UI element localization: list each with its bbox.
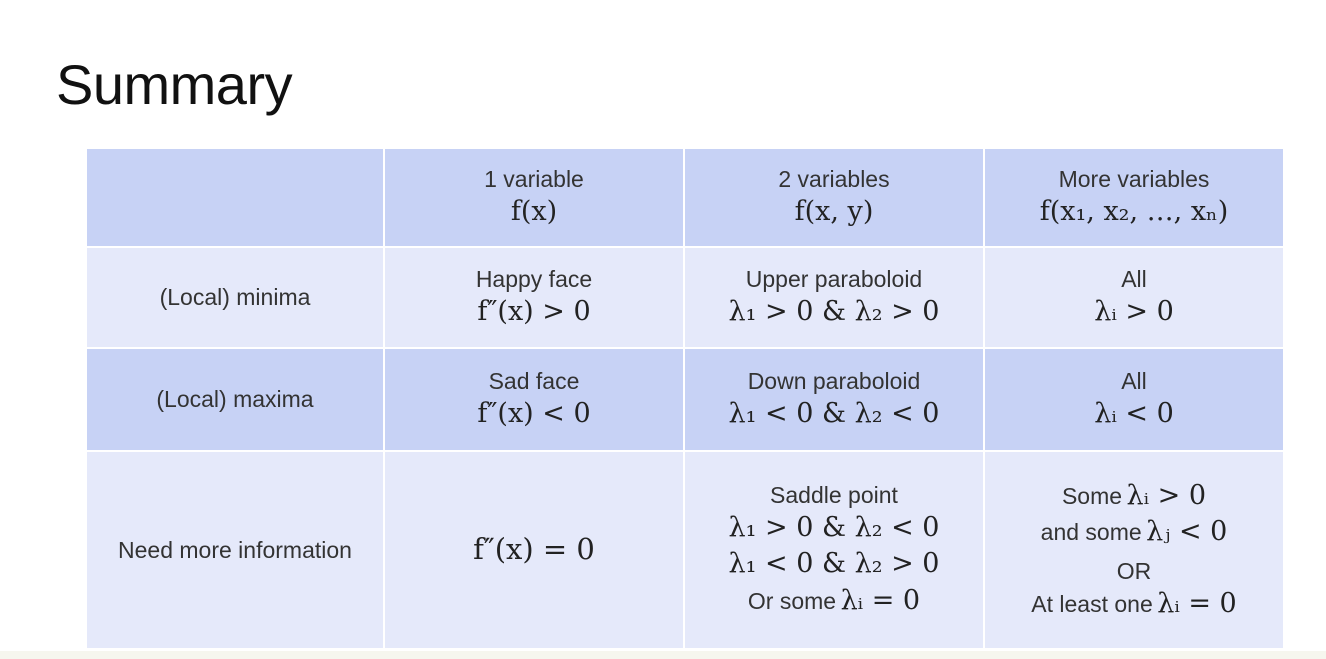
cell-need-1-variable [384, 451, 684, 649]
header-formula: f(x₁, x₂, …, xₙ) [1039, 195, 1229, 227]
cell-formula: λᵢ < 0 [1094, 397, 1174, 429]
cell-formula: λᵢ > 0 [1126, 479, 1207, 511]
cell-label: All [1121, 265, 1147, 292]
bottom-strip [0, 651, 1326, 659]
cell-or-label: OR [1116, 557, 1152, 584]
header-cell-more-variables [984, 148, 1284, 247]
cell-formula: λ₁ < 0 & λ₂ < 0 [728, 397, 940, 429]
cell-label: Sad face [488, 367, 580, 394]
cell-need-more-variables [984, 451, 1284, 649]
row-label: (Local) minima [86, 247, 384, 348]
cell-formula: λᵢ = 0 [1157, 587, 1237, 619]
header-empty-cell [86, 148, 384, 247]
summary-table [85, 147, 1285, 650]
cell-or-line [693, 583, 975, 619]
cell-formula: f″(x) < 0 [477, 397, 591, 429]
header-cell-2-variables [684, 148, 984, 247]
cell-label: Down paraboloid [747, 367, 921, 394]
cell-label: Saddle point [770, 481, 898, 508]
row-label: Need more information [86, 451, 384, 649]
cell-label: Or some [747, 587, 837, 614]
cell-formula: λ₁ > 0 & λ₂ < 0 [728, 511, 940, 543]
cell-formula: λᵢ > 0 [1094, 295, 1174, 327]
header-label: 1 variable [484, 165, 584, 192]
cell-maxima-1-variable [384, 348, 684, 451]
cell-least-line [993, 586, 1275, 622]
cell-label: Some [1061, 482, 1123, 509]
cell-label: Happy face [475, 265, 593, 292]
page-title: Summary [56, 53, 293, 116]
header-formula: f(x) [510, 195, 558, 227]
cell-minima-2-variables [684, 247, 984, 348]
cell-formula: λᵢ = 0 [840, 584, 921, 616]
cell-minima-more-variables [984, 247, 1284, 348]
cell-formula: f″(x) = 0 [473, 532, 595, 567]
cell-label: All [1121, 367, 1147, 394]
cell-label: At least one [1031, 590, 1153, 617]
row-local-maxima [86, 348, 1284, 451]
header-label: More variables [1058, 165, 1210, 192]
cell-maxima-2-variables [684, 348, 984, 451]
cell-need-2-variables [684, 451, 984, 649]
cell-formula: λⱼ < 0 [1146, 516, 1228, 548]
header-formula: f(x, y) [794, 195, 874, 227]
cell-label: Upper paraboloid [745, 265, 923, 292]
cell-formula: λ₁ > 0 & λ₂ > 0 [728, 295, 940, 327]
cell-formula: λ₁ < 0 & λ₂ > 0 [728, 548, 940, 580]
header-cell-1-variable [384, 148, 684, 247]
row-local-minima [86, 247, 1284, 348]
header-label: 2 variables [778, 165, 890, 192]
cell-formula: f″(x) > 0 [477, 295, 591, 327]
cell-minima-1-variable [384, 247, 684, 348]
row-need-more-information [86, 451, 1284, 649]
cell-maxima-more-variables [984, 348, 1284, 451]
header-row [86, 148, 1284, 247]
row-label: (Local) maxima [86, 348, 384, 451]
cell-some-line [993, 478, 1275, 514]
cell-label: and some [1040, 519, 1142, 546]
cell-and-line [993, 514, 1275, 550]
